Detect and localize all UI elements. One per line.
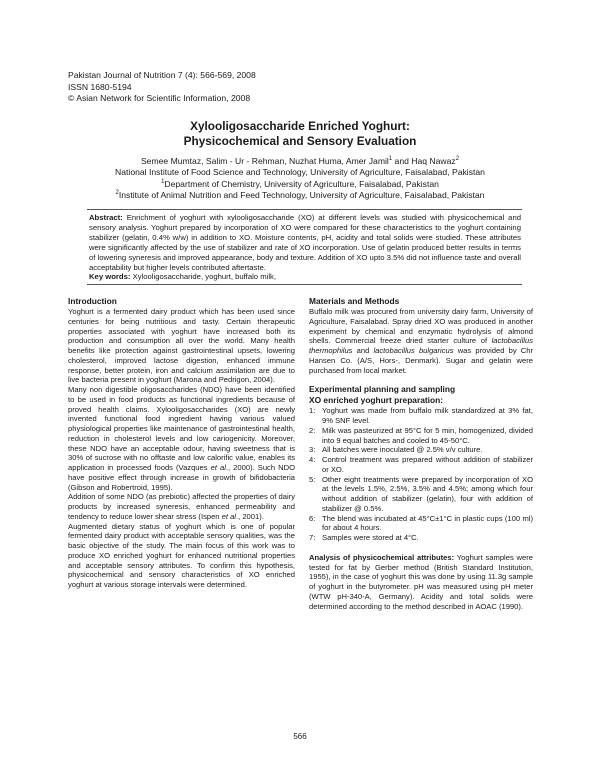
list-item: 2: Milk was pasteurized at 95°C for 5 min, homogenized, divided into 9 equal batches and cooled to 45-50°C.	[309, 425, 533, 445]
journal-info	[68, 70, 256, 105]
physicochemical-analysis-paragraph: Analysis of physicochemical attributes: Yoghurt samples were tested for fat by Gerber method (British Standard Institution, 1955), in the case of yoghurt this was done by using 11.3g sample of yoghurt in the butyrometer. pH was measured using pH meter (WTW pH-340-A, Germany). Acidity and total solids were determined according to the method described in AOAC (1990).	[309, 552, 534, 611]
paper-title	[0, 119, 600, 149]
author-block	[0, 156, 600, 201]
abstract-text: Enrichment of yoghurt with xylooligosaccharide (XO) at different levels was studied with physicochemical and sensory analysis. Yoghurt prepared by incorporation of XO were compared for these characteristics to the yoghurt containing stabilizer (gelatin, 0.4% w/w) in addition to XO. Moisture contents, pH, acidity and total solids were studied. These attributes were significantly affected by the use of stabilizer and rate of XO incorporation. Use of gelatin produced better results in terms of lowering syneresis and improved appearance, body and texture. Addition of XO upto 3.5% did not influence taste and overall acceptability but higher levels contributed aftertaste.	[89, 213, 521, 273]
keywords	[89, 272, 521, 282]
keywords-text: Xylooligosaccharide, yoghurt, buffalo milk,	[132, 272, 277, 281]
divider-top	[87, 209, 522, 210]
spacer	[309, 375, 533, 384]
list-item: 3: All batches were inoculated @ 2.5% v/v culture.	[309, 445, 483, 455]
introduction-heading: Introduction	[68, 296, 117, 306]
list-item: 6: The blend was incubated at 45°C±1°C in plastic cups (100 ml) for about 4 hours.	[309, 513, 533, 533]
abstract	[89, 213, 521, 274]
author-names: Semee Mumtaz, Salim - Ur - Rehman, Nuzhat Huma, Amer Jamil$^1$ and Haq Nawaz$^2$	[140, 156, 460, 166]
journal-copyright: © Asian Network for Scientific Information, 2008	[68, 93, 251, 104]
intro-paragraph-4: Augmented dietary status of yoghurt which is one of popular fermented dairy product with acceptable sensory qualities, was the basic objective of the study. The main focus of this work was to produce XO enriched yoghurt for enhanced nutritional properties and acceptable sensory attributes. To confirm this hypothesis, physicochemical and sensory characteristics of XO enriched yoghurt at various storage intervals were determined.	[68, 521, 295, 589]
right-column	[309, 296, 533, 611]
left-column	[68, 296, 295, 590]
abstract-label: Abstract:	[89, 213, 123, 222]
experimental-planning-heading: Experimental planning and sampling	[309, 384, 456, 395]
divider-bottom	[87, 284, 522, 285]
title-line-2: Physicochemical and Sensory Evaluation	[183, 134, 417, 148]
page-number: 566	[293, 732, 307, 741]
keywords-label: Key words:	[89, 272, 131, 281]
list-item: 7: Samples were stored at 4°C.	[309, 533, 419, 542]
affiliation-1: $^1$Department of Chemistry, University of Agriculture, Faisalabad, Pakistan	[161, 178, 439, 189]
spacer	[309, 543, 533, 553]
journal-issn: ISSN 1680-5194	[68, 81, 132, 92]
intro-paragraph-3: Addition of some NDO (as prebiotic) affected the properties of dairy products by increased syneresis, enhanced permeability and tendency to reduce lower shear stress (Ispen et al., 2001).	[68, 492, 295, 521]
methods-heading: Materials and Methods	[309, 296, 400, 306]
intro-paragraph-1: Yoghurt is a fermented dairy product which has been used since centuries for being nutritious and tasty. Certain therapeutic properties associated with yoghurt have increased both its production and consumption all over the world. Many health benefits like protection against gastrointestinal upsets, lowering cholesterol, improved lactose digestion, enhanced immune response, better protein, iron and calcium assimilation are due to live bacteria present in yoghurt (Marona and Pedrigon, 2004).	[68, 307, 295, 385]
list-item: 5: Other eight treatments were prepared by incorporation of XO at the levels 1.5%, 2.5%, 3.5% and 4.5%; among which four without addition of stabilizer (gelatin), four with addition of stabilizer @ 0.5%.	[309, 474, 533, 513]
affiliation-2: $^2$Institute of Animal Nutrition and Feed Technology, University of Agriculture, Faisalabad, Pakistan	[115, 189, 485, 200]
preparation-steps	[309, 406, 533, 543]
title-line-1: Xylooligosaccharide Enriched Yoghurt:	[190, 119, 410, 133]
xo-yoghurt-preparation-heading: XO enriched yoghurt preparation:	[309, 395, 444, 406]
affiliation-main: National Institute of Food Science and Technology, University of Agriculture, Faisalabad, Pakistan	[115, 167, 485, 178]
intro-paragraph-2: Many non digestible oligosaccharides (NDO) have been identified to be used in food products as functional ingredients because of proved health claims. Xylooligosaccharides (XO) are newly invented functional food ingredient having various valued physiological properties like maintenance of gastrointestinal health, reduction in cholesterol levels and low cariogenicity. Moreover, these NDO have an acceptable odour, having sweetness that is 30% of sucrose with no offtaste and low calorific value, enables its application in processed foods (Vazques et al., 2000). Such NDO have positive effect through increase in growth of bifidobacteria (Gibson and Robertroid, 1995).	[68, 385, 295, 492]
journal-citation: Pakistan Journal of Nutrition 7 (4): 566-569, 2008	[68, 70, 256, 80]
list-item: 4: Control treatment was prepared without addition of stabilizer or XO.	[309, 455, 533, 474]
methods-paragraph-1: Buffalo milk was procured from university dairy farm, University of Agriculture, Faisalabad. Spray dried XO was produced in another experiment by chemical and enzymatic hydrolysis of almond shells. Commercial freeze dried starter culture of lactobacillus thermophilus and lactobacillus bulgaricus was provided by Chr Hansen Co. (A/S, Hors-, Denmark). Sugar and gelatin were purchased from local market.	[309, 307, 533, 375]
list-item: 1: Yoghurt was made from buffalo milk standardized at 3% fat, 9% SNF level.	[309, 406, 533, 425]
